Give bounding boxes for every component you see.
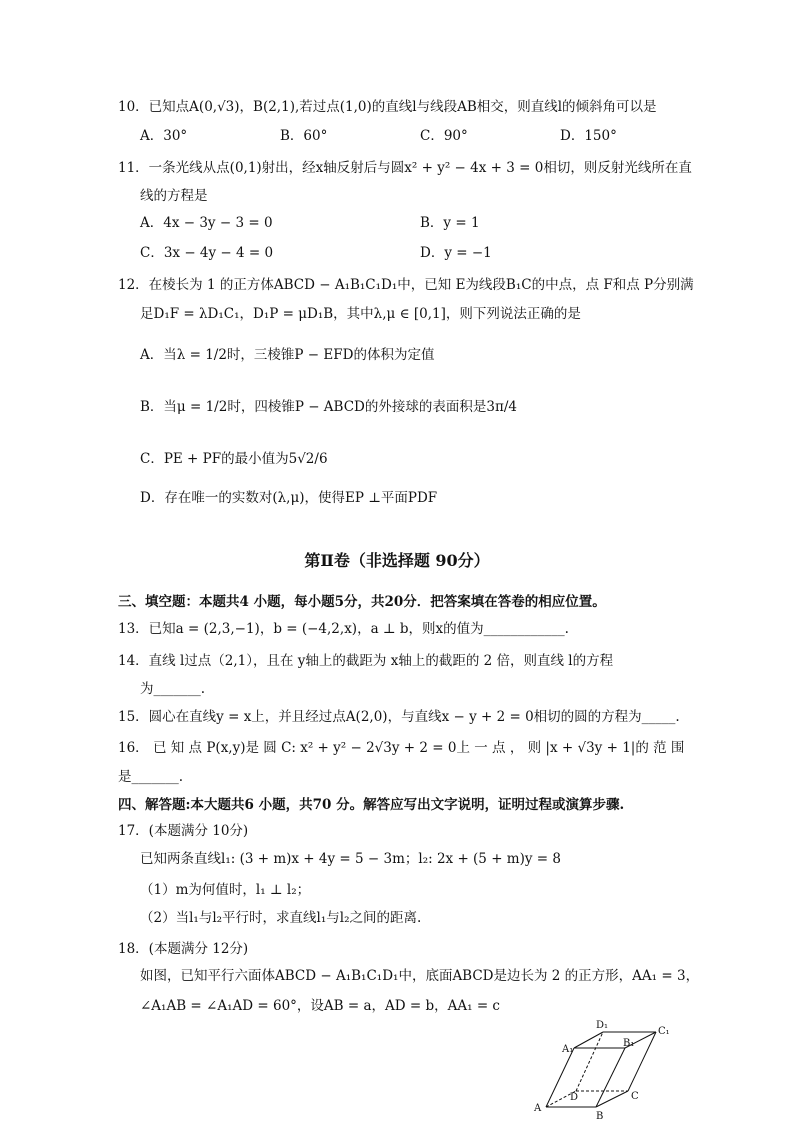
q18-line1: 如图，已知平行六面体ABCD − A₁B₁C₁D₁中，底面ABCD是边长为 2 的正方形，AA₁ = 3， [140, 968, 700, 984]
q10-option-a: A．30° [140, 128, 188, 144]
q13-text: 13．已知a = (2,3,−1)，b = (−4,2,x)，a ⊥ b，则x的值为____________. [118, 621, 569, 637]
q11-option-c: C．3x − 4y − 4 = 0 [140, 245, 274, 261]
q11-option-a: A．4x − 3y − 3 = 0 [140, 215, 273, 231]
q12-option-d: D．存在唯一的实数对(λ,μ)，使得EP ⊥平面PDF [140, 490, 438, 506]
edge-bb1 [596, 1048, 625, 1107]
q12-stem-line2: 足D₁F = λD₁C₁，D₁P = μD₁B，其中λ,μ ∈ [0,1]，则下列说法正确的是 [140, 306, 581, 322]
q17-line3: （2）当l₁与l₂平行时，求直线l₁与l₂之间的距离. [140, 910, 422, 926]
q14-line2: 为_______. [140, 681, 206, 697]
q15-text: 15．圆心在直线y = x上，并且经过点A(2,0)，与直线x − y + 2 = 0相切的圆的方程为_____. [118, 709, 680, 725]
label-a1: A₁ [562, 1044, 574, 1055]
edge-a1d1 [574, 1032, 603, 1048]
q12-option-c: C．PE + PF的最小值为5√2/6 [140, 451, 328, 467]
q11-option-b: B．y = 1 [420, 215, 480, 231]
parallelepiped-diagram [530, 1017, 680, 1123]
edge-dd1 [576, 1032, 603, 1091]
q11-option-d: D．y = −1 [420, 245, 492, 261]
q12-option-a: A．当λ = 1/2时，三棱锥P − EFD的体积为定值 [140, 347, 435, 363]
q14-line1: 14．直线 l过点（2,1），且在 y轴上的截距为 x轴上的截距的 2 倍，则直线 l的方程 [118, 653, 614, 669]
q17-line2: （1）m为何值时，l₁ ⊥ l₂； [140, 882, 311, 898]
q10-option-b: B．60° [280, 128, 328, 144]
q16-line1: 16． 已 知 点 P(x,y)是 圆 C: x² + y² − 2√3y + 2 = 0上 一 点 ， 则 |x + √3y + 1|的 范 围 [118, 740, 685, 756]
label-b1: B₁ [623, 1038, 635, 1049]
q18-line2: ∠A₁AB = ∠A₁AD = 60°，设AB = a，AD = b，AA₁ = c [140, 998, 500, 1014]
label-c1: C₁ [658, 1026, 670, 1037]
q17-line1: 已知两条直线l₁: (3 + m)x + 4y = 5 − 3m；l₂: 2x + (5 + m)y = 8 [140, 851, 561, 867]
q11-stem-line1: 11．一条光线从点(0,1)射出，经x轴反射后与圆x² + y² − 4x + 3 = 0相切，则反射光线所在直 [118, 160, 692, 176]
q18-title: 18．(本题满分 12分) [118, 941, 249, 957]
q10-option-d: D．150° [560, 128, 617, 144]
label-a: A [534, 1103, 542, 1114]
q11-stem-line2: 线的方程是 [140, 188, 208, 204]
label-d: D [570, 1092, 579, 1103]
label-c: C [631, 1091, 639, 1102]
section4-heading: 四、解答题:本大题共6 小题，共70 分。解答应写出文字说明，证明过程或演算步骤. [118, 797, 625, 813]
part2-title: 第Ⅱ卷（非选择题 90分） [304, 551, 490, 570]
q17-title: 17．(本题满分 10分) [118, 823, 249, 839]
edge-bc [596, 1091, 628, 1107]
section3-heading: 三、填空题：本题共4 小题，每小题5分，共20分．把答案填在答卷的相应位置。 [118, 594, 606, 610]
label-b: B [596, 1111, 604, 1122]
q10-stem: 10．已知点A(0,√3)，B(2,1),若过点(1,0)的直线l与线段AB相交，则直线l的倾斜角可以是 [118, 99, 657, 115]
q12-option-b: B．当μ = 1/2时，四棱锥P − ABCD的外接球的表面积是3π/4 [140, 399, 517, 415]
q16-line2: 是_______. [118, 769, 184, 785]
label-d1: D₁ [596, 1020, 609, 1031]
q10-option-c: C．90° [420, 128, 468, 144]
parallelepiped-figure [530, 1017, 680, 1123]
q12-stem-line1: 12．在棱长为 1 的正方体ABCD − A₁B₁C₁D₁中，已知 E为线段B₁C的中点，点 F和点 P分别满 [118, 277, 694, 293]
